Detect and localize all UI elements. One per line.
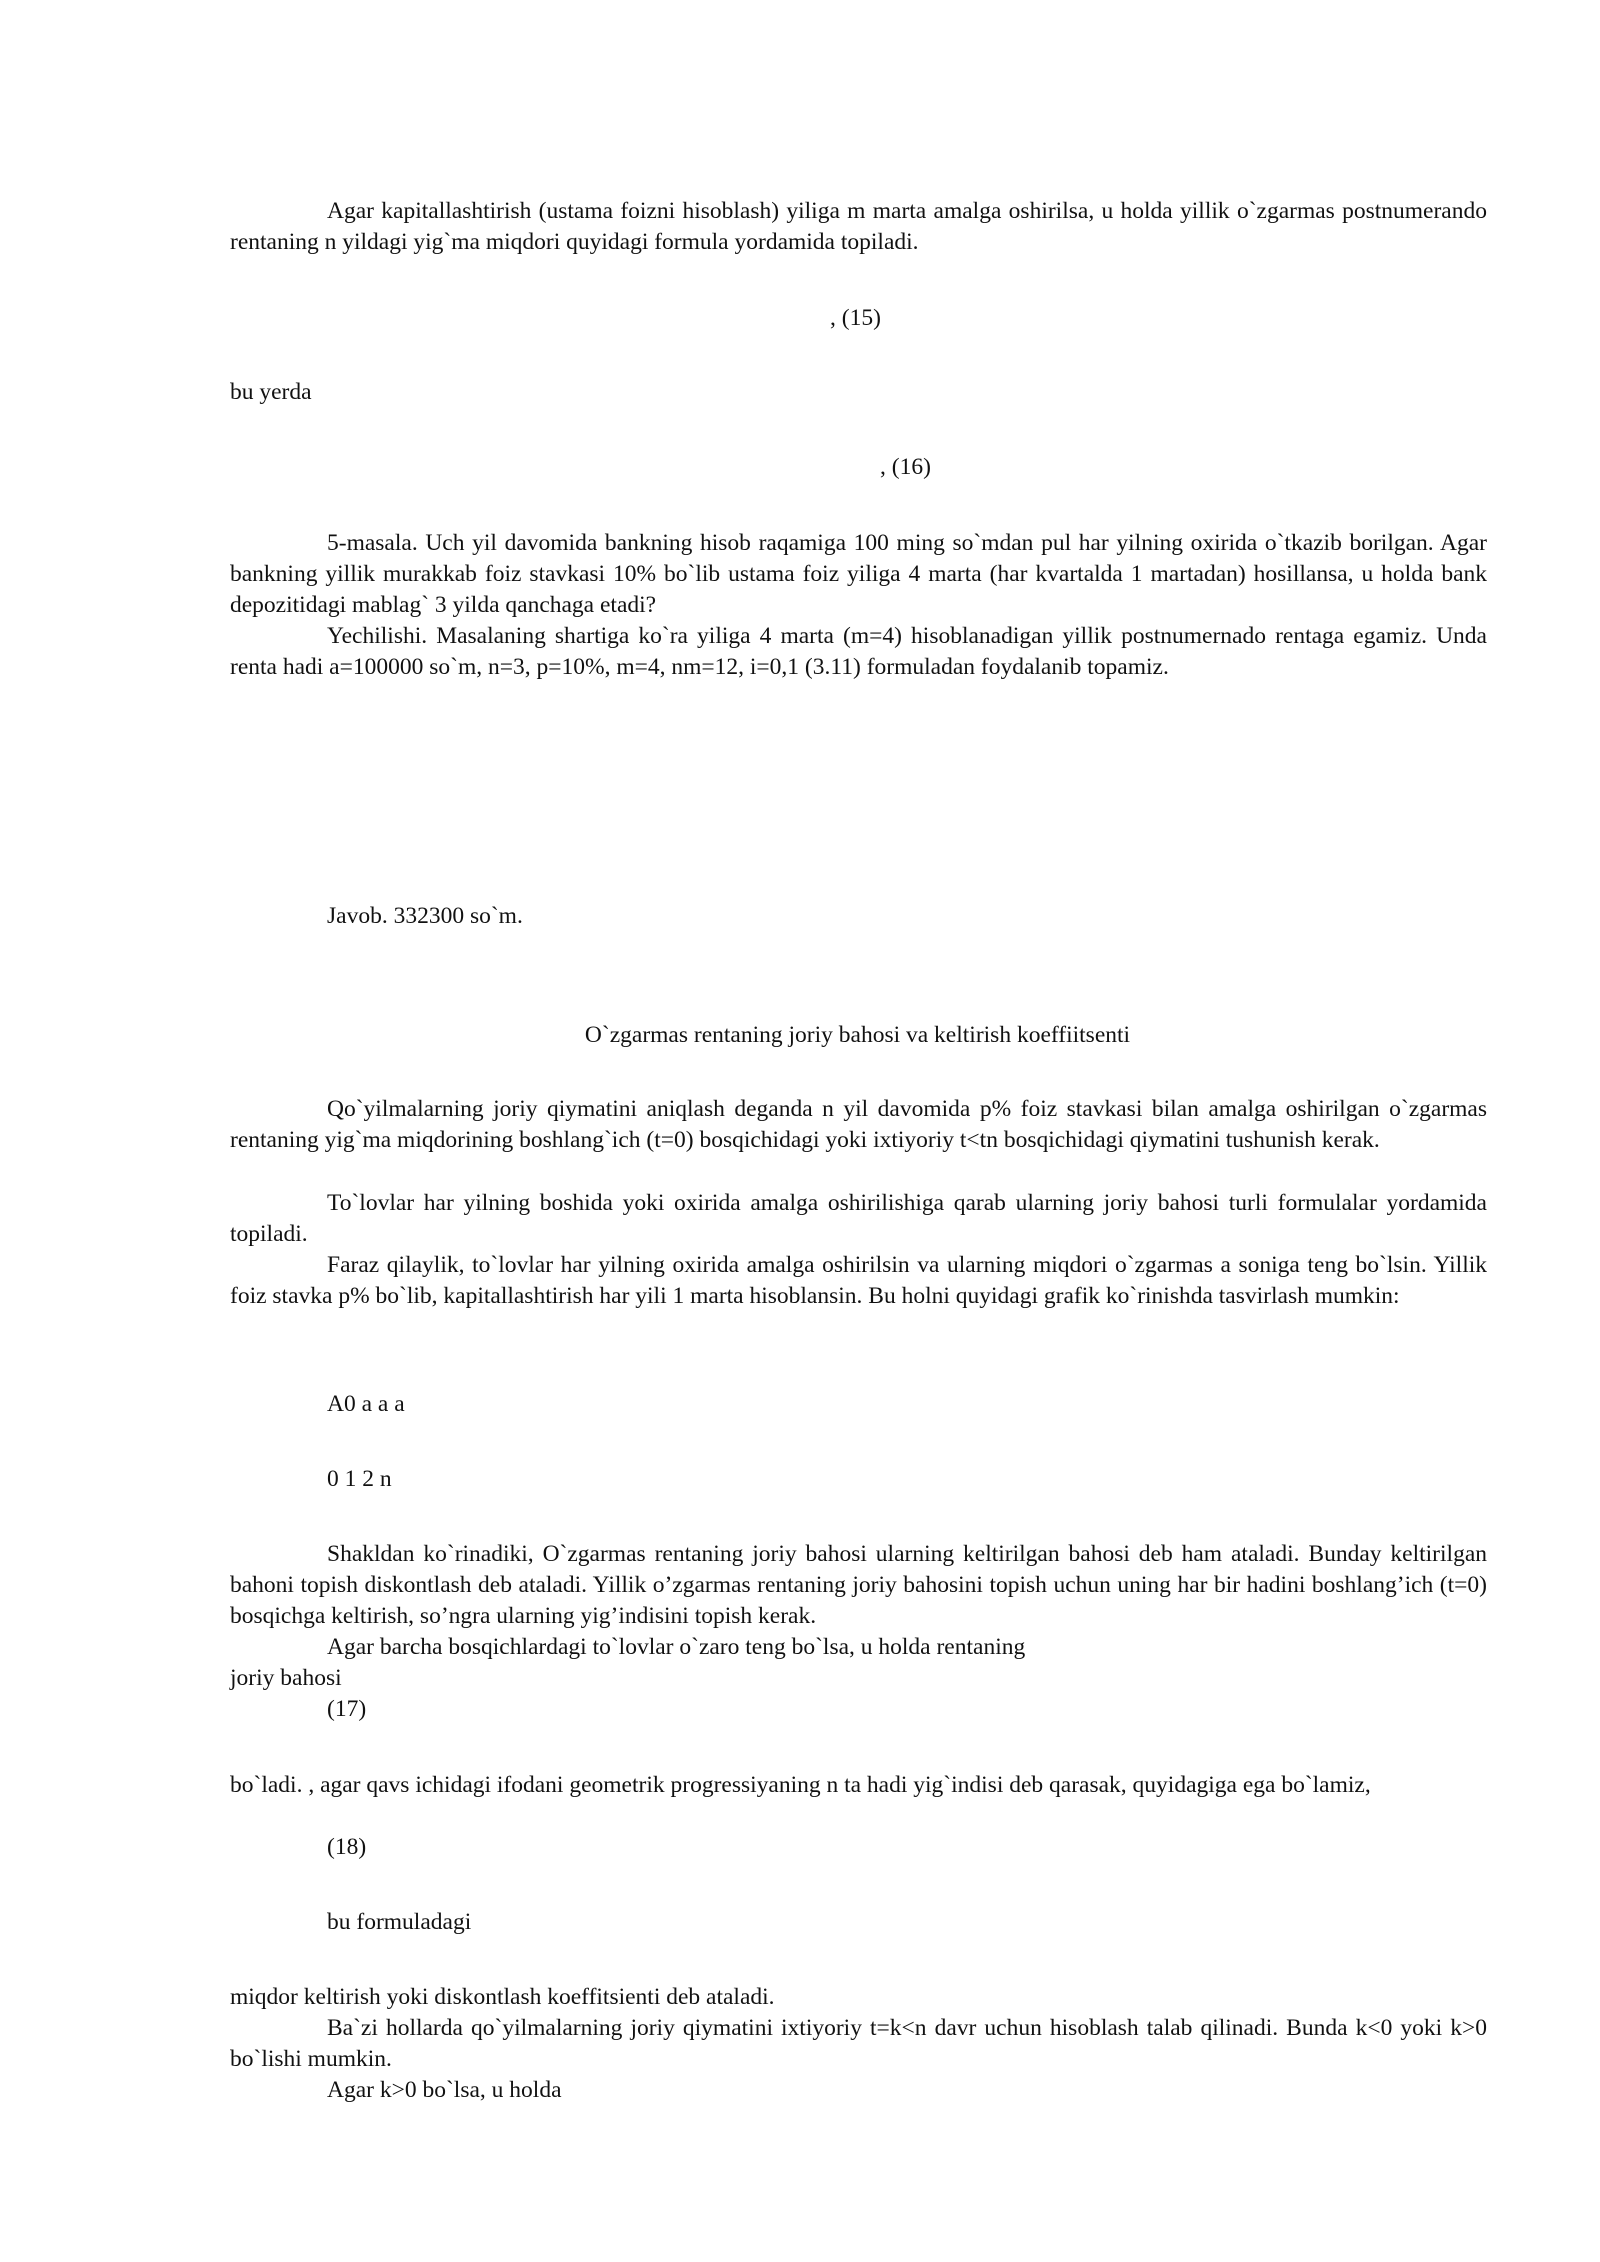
text-joriy-bahosi: joriy bahosi	[230, 1665, 342, 1691]
paragraph-arbitrary-period: Ba`zi hollarda qo`yilmalarning joriy qiymatini ixtiyoriy t=k<n davr uchun hisoblash talab qilinadi. Bunda k<0 yoki k>0 bo`lishi mumkin.	[230, 2015, 1487, 2072]
paragraph-current-value: Qo`yilmalarning joriy qiymatini aniqlash deganda n yil davomida p% foiz stavkasi bilan amalga oshirilgan o`zgarmas rentaning yig`ma miqdorining boshlang`ich (t=0) bosqichidagi yoki ixtiyoriy t<tn bosqichidagi qiymatini tushunish kerak.	[230, 1096, 1487, 1153]
text-bu-yerda: bu yerda	[230, 379, 312, 405]
paragraph-geometric-progression: bo`ladi. , agar qavs ichidagi ifodani geometrik progressiyaning n ta hadi yig`indisi deb qarasak, quyidagiga ega bo`lamiz,	[230, 1772, 1371, 1798]
paragraph-k-positive: Agar k>0 bo`lsa, u holda	[327, 2077, 562, 2103]
formula-16-label: , (16)	[880, 454, 931, 480]
text-bu-formuladagi: bu formuladagi	[327, 1909, 472, 1935]
graph-top-labels: A0 a a a	[327, 1391, 405, 1417]
paragraph-discount-coefficient: miqdor keltirish yoki diskontlash koeffitsienti deb ataladi.	[230, 1984, 775, 2010]
solution-text: Yechilishi. Masalaning shartiga ko`ra yiliga 4 marta (m=4) hisoblanadigan yillik postnumernado rentaga egamiz. Unda renta hadi a=100000 so`m, n=3, p=10%, m=4, nm=12, i=0,1 (3.11) formuladan foydalanib topamiz.	[230, 623, 1487, 680]
formula-15-label: , (15)	[830, 305, 881, 331]
formula-18-label: (18)	[327, 1834, 367, 1860]
paragraph-assumption: Faraz qilaylik, to`lovlar har yilning oxirida amalga oshirilsin va ularning miqdori o`zgarmas a soniga teng bo`lsin. Yillik foiz stavka p% bo`lib, kapitallashtirish har yili 1 marta hisoblansin. Bu holni quyidagi grafik ko`rinishda tasvirlash mumkin:	[230, 1252, 1487, 1309]
paragraph-capitalization: Agar kapitallashtirish (ustama foizni hisoblash) yiliga m marta amalga oshirilsa, u holda yillik o`zgarmas postnumerando rentaning n yildagi yig`ma miqdori quyidagi formula yordamida topiladi.	[230, 198, 1487, 255]
section-heading: O`zgarmas rentaning joriy bahosi va keltirish koeffiitsenti	[584, 1022, 1131, 1048]
problem-5: 5-masala. Uch yil davomida bankning hisob raqamiga 100 ming so`mdan pul har yilning oxirida o`tkazib borilgan. Agar bankning yillik murakkab foiz stavkasi 10% bo`lib ustama foiz yiliga 4 marta (har kvartalda 1 martadan) hosillansa, u holda bank depozitidagi mablag` 3 yilda qanchaga etadi?	[230, 530, 1487, 618]
paragraph-equal-payments: Agar barcha bosqichlardagi to`lovlar o`zaro teng bo`lsa, u holda rentaning	[327, 1634, 1026, 1660]
paragraph-payments: To`lovlar har yilning boshida yoki oxirida amalga oshirilishiga qarab ularning joriy bahosi turli formulalar yordamida topiladi.	[230, 1190, 1487, 1247]
answer-text: Javob. 332300 so`m.	[327, 903, 523, 929]
paragraph-discounting: Shakldan ko`rinadiki, O`zgarmas rentaning joriy bahosi ularning keltirilgan bahosi deb ham ataladi. Bunday keltirilgan bahoni topish diskontlash deb ataladi. Yillik o’zgarmas rentaning joriy bahosini topish uchun uning har bir hadini boshlang’ich (t=0) bosqichga keltirish, so’ngra ularning yig’indisini topish kerak.	[230, 1541, 1487, 1629]
graph-bottom-labels: 0 1 2 n	[327, 1466, 392, 1492]
formula-17-label: (17)	[327, 1696, 367, 1722]
